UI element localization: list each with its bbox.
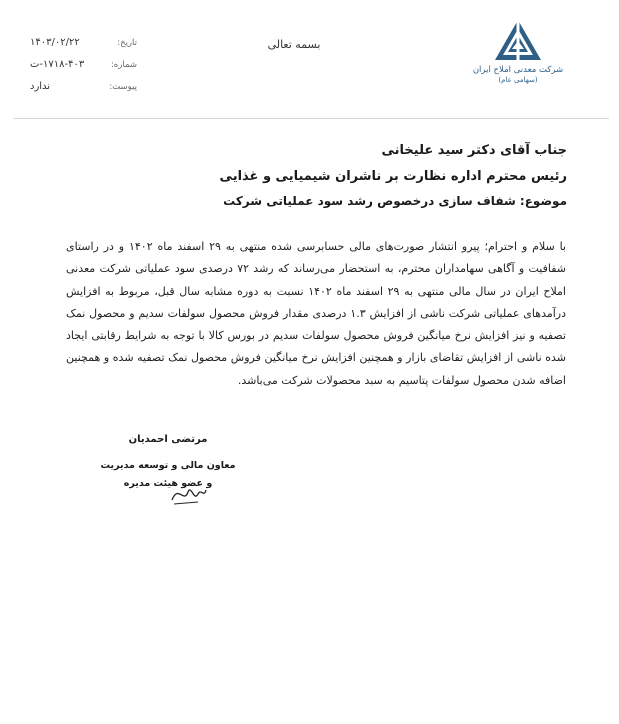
date-row [22, 36, 137, 58]
handwritten-signature-icon [168, 480, 208, 508]
attachment-value: ندارد [30, 81, 51, 92]
body-paragraph: با سلام و احترام؛ پیرو انتشار صورت‌های مالی حسابرسی شده منتهی به ۲۹ اسفند ماه ۱۴۰۲ و در راستای شفافیت و آگاهی سهامداران محترم، به استحضار می‌رساند که رشد ۷۲ درصدی سود عملیاتی شرکت معدنی املاح ایران در سال مالی منتهی به ۲۹ اسفند ماه ۱۴۰۲ نسبت به دوره مشابه سال قبل، مربوط به افزایش درآمدهای عملیاتی شرکت ناشی از افزایش ۱.۳ درصدی مقدار فروش محصول سولفات سدیم و محصول نمک تصفیه و نیز افزایش نرخ میانگین فروش محصول سولفات سدیم در بورس کالا با توجه به شرایط رقابتی ایجاد شده ناشی از افزایش تقاضای بازار و همچنین افزایش نرخ میانگین فروش محصول نمک تصفیه شده و همچنین اضافه شدن محصول سولفات پتاسیم به سبد محصولات شرکت می‌باشد. [66, 240, 566, 387]
company-logo-icon [493, 18, 543, 62]
basmala-heading: بسمه تعالی [267, 38, 321, 51]
date-value: ۱۴۰۳/۰۲/۲۲ [30, 37, 80, 48]
date-label: تاریخ: [117, 38, 137, 48]
letter-subject: موضوع: شفاف سازی درخصوص رشد سود عملیاتی شرکت [223, 194, 567, 208]
header-divider [14, 118, 609, 119]
company-name: شرکت معدنی املاح ایران [472, 65, 564, 75]
addressee-name: جناب آقای دکتر سید علیخانی [381, 143, 567, 158]
company-type: (سهامی عام) [498, 76, 538, 84]
company-logo-block [468, 18, 568, 98]
letter-metadata [22, 36, 137, 102]
addressee-block [107, 138, 567, 212]
number-row [22, 58, 137, 80]
letter-body [66, 236, 566, 392]
attachment-label: پیوست: [109, 82, 137, 92]
signatory-name: مرتضی احمدیان [128, 434, 208, 445]
signatory-title: معاون مالی و توسعه مدیریت و عضو هیئت مدیره [100, 460, 236, 489]
attachment-row [22, 80, 137, 102]
number-label: شماره: [110, 60, 137, 70]
number-value: ۱۷۱۸-۴۰۳-ت [30, 59, 85, 70]
addressee-title: رئیس محترم اداره نظارت بر ناشران شیمیایی و غذایی [219, 169, 567, 184]
